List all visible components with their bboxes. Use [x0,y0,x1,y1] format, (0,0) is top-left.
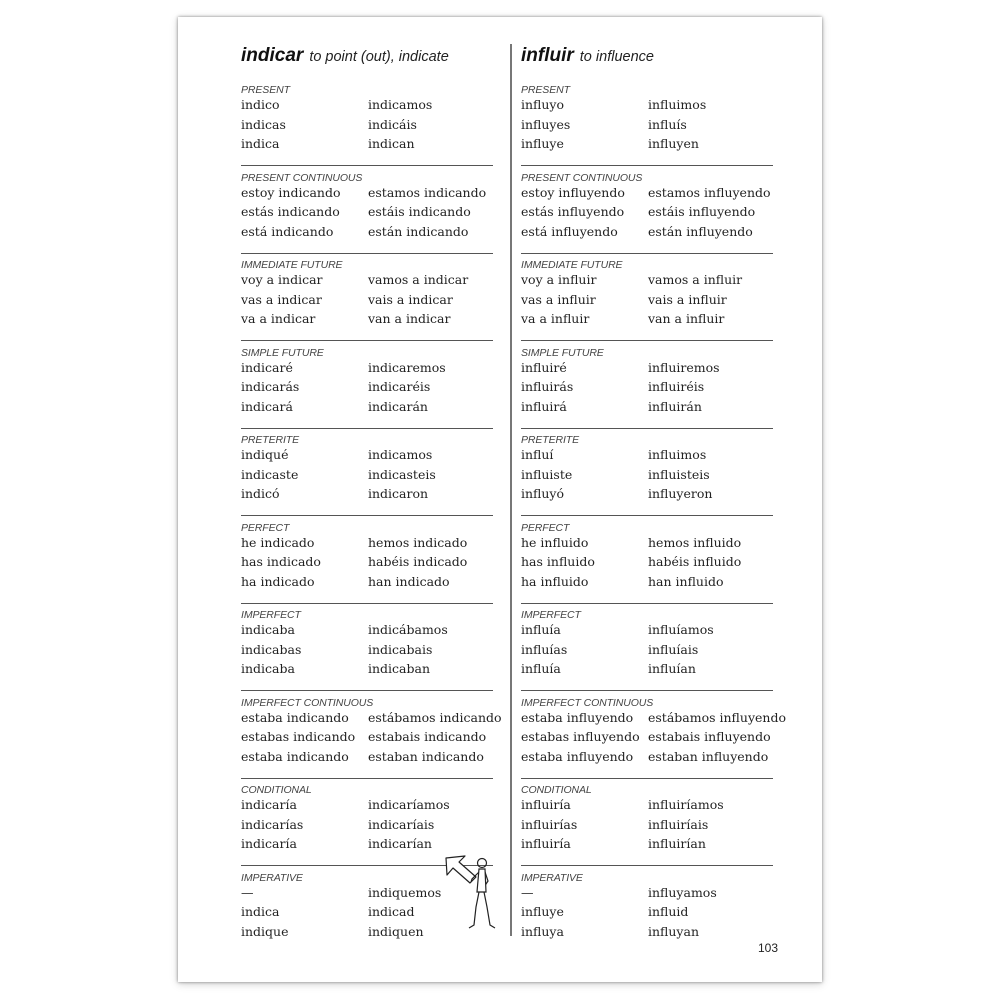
conjugation-row [521,486,773,506]
tense-section [241,604,493,691]
conjugation-row [521,535,773,555]
singular-form: va a influir [521,311,590,326]
tense-section [241,517,493,604]
conjugation-row [521,272,773,292]
singular-form: influyes [521,116,571,132]
plural-form: indicad [368,904,415,919]
singular-form: indicaría [241,836,297,851]
singular-form: influí [521,447,554,462]
conjugation-row [521,729,773,749]
conjugation-row [521,447,773,467]
conjugation-forms [241,185,493,244]
plural-form: indicáis [368,116,417,132]
tense-name: PRETERITE [521,434,580,446]
singular-form: estabas indicando [241,729,356,744]
singular-form: voy a indicar [241,272,323,287]
plural-form: indicábamos [368,622,448,637]
plural-form: vamos a influir [648,272,743,287]
conjugation-row [241,185,493,205]
plural-form: influimos [648,97,707,112]
plural-form: indicaban [368,661,431,676]
singular-form: — [241,884,254,900]
verb-header [241,45,493,79]
conjugation-forms [521,447,773,506]
tense-section [241,167,493,254]
conjugation-row [521,311,773,331]
tense-name: IMPERATIVE [241,871,303,884]
tense-section [521,867,773,953]
conjugation-row [521,797,773,817]
tense-section [241,429,493,516]
conjugation-forms [521,185,773,244]
singular-form: influías [521,641,568,657]
singular-form: influiría [521,836,571,851]
plural-form: indicaron [368,486,429,501]
page-number: 103 [757,941,778,955]
singular-form: influyo [521,97,565,112]
conjugation-row [241,535,493,555]
conjugation-forms [241,360,493,419]
plural-form: estáis influyendo [648,204,756,219]
conjugation-row [521,904,773,924]
tense-section [521,517,773,604]
plural-form: influid [648,904,689,919]
singular-form: indiqué [241,447,289,462]
verb-column-influir [521,45,786,953]
singular-form: he influido [521,534,589,550]
conjugation-row [521,622,773,642]
conjugation-row [241,622,493,642]
tense-name: PRESENT [241,84,290,96]
plural-form: influyan [648,923,700,939]
plural-form: estábamos indicando [368,709,502,725]
conjugation-row [241,136,493,156]
verb-meaning: to influence [579,49,654,65]
plural-form: indicaríamos [368,797,450,812]
plural-form: indican [368,136,415,151]
singular-form: indicaba [241,661,295,676]
plural-form: influyamos [648,884,717,900]
conjugation-row [521,97,773,117]
tense-section [521,429,773,516]
singular-form: indica [241,904,280,919]
singular-form: estoy indicando [241,184,341,200]
plural-form: han influido [648,573,724,589]
plural-form: estaban indicando [368,748,484,764]
plural-form: indicarían [368,836,432,851]
plural-form: influíais [648,641,699,657]
conjugation-row [241,292,493,312]
book-page [178,17,822,982]
conjugation-row [241,709,502,730]
singular-form: influye [521,904,564,919]
plural-form: estáis indicando [368,204,471,219]
singular-form: indicará [241,398,293,414]
conjugation-row [521,292,773,312]
tense-name: PRESENT CONTINUOUS [241,171,363,184]
column-divider [510,44,512,936]
pointing-stick-figure-icon [442,855,504,939]
tense-name: IMMEDIATE FUTURE [521,259,623,271]
plural-form: estábamos influyendo [648,709,786,725]
plural-form: han indicado [368,573,450,589]
conjugation-forms [521,622,773,681]
singular-form: estaba influyendo [521,748,634,764]
tense-name: IMPERFECT CONTINUOUS [521,696,654,709]
plural-form: influisteis [648,466,710,482]
conjugation-forms [521,797,773,856]
verb-infinitive: indicar [241,45,304,66]
conjugation-row [241,661,493,681]
plural-form: hemos influido [648,534,742,550]
tense-name: PERFECT [241,521,290,534]
conjugation-row [241,272,493,292]
plural-form: influíamos [648,622,714,637]
tense-section [521,692,786,779]
singular-form: indicaría [241,797,297,812]
conjugation-forms [241,622,493,681]
tense-section [241,692,502,779]
plural-form: vais a influir [648,291,727,307]
singular-form: influirías [521,816,578,832]
singular-form: ha influido [521,573,589,589]
tense-name: IMMEDIATE FUTURE [241,259,343,271]
tense-name: CONDITIONAL [241,784,312,796]
plural-form: indiquemos [368,884,442,900]
conjugation-forms [521,97,773,156]
singular-form: estaba indicando [241,709,349,725]
singular-form: ha indicado [241,573,315,589]
conjugation-forms [241,709,502,769]
tense-section [521,604,773,691]
plural-form: habéis influido [648,554,742,569]
plural-form: vamos a indicar [368,272,469,287]
singular-form: estaba indicando [241,748,349,764]
conjugation-row [521,749,773,769]
conjugation-row [521,642,773,662]
singular-form: indique [241,923,289,939]
conjugation-row [521,117,773,137]
singular-form: indicarías [241,816,304,832]
verb-header [521,45,773,79]
plural-form: estabais indicando [368,729,487,744]
conjugation-row [241,574,493,594]
conjugation-row [241,447,493,467]
plural-form: influiremos [648,359,720,375]
conjugation-row [521,836,773,856]
plural-form: vais a indicar [368,291,453,307]
conjugation-row [521,554,773,574]
singular-form: vas a indicar [241,291,322,307]
plural-form: estamos influyendo [648,184,771,200]
conjugation-row [521,817,773,837]
plural-form: habéis indicado [368,554,468,569]
tense-name: PRESENT [521,84,570,96]
plural-form: están indicando [368,223,469,239]
conjugation-row [521,136,773,156]
plural-form: influís [648,116,687,132]
conjugation-row [241,311,493,331]
tense-name: SIMPLE FUTURE [241,346,324,359]
singular-form: está indicando [241,223,334,239]
conjugation-row [241,97,493,117]
singular-form: influirá [521,398,567,414]
singular-form: influyó [521,486,565,501]
singular-form: estoy influyendo [521,184,625,200]
singular-form: estaba influyendo [521,709,634,725]
conjugation-forms [241,797,493,856]
singular-form: estabas influyendo [521,729,640,744]
plural-form: indicarán [368,398,428,414]
singular-form: estás indicando [241,204,340,219]
verb-column-indicar [241,45,502,953]
conjugation-forms [521,272,773,331]
tense-name: SIMPLE FUTURE [521,346,604,359]
conjugation-row [521,709,786,730]
tense-name: PRETERITE [241,434,300,446]
conjugation-forms [521,709,786,769]
singular-form: influiste [521,466,573,482]
conjugation-row [241,379,493,399]
conjugation-row [521,360,773,380]
conjugation-row [241,224,493,244]
singular-form: indicó [241,486,280,501]
singular-form: estás influyendo [521,204,625,219]
conjugation-row [521,224,773,244]
plural-form: estabais influyendo [648,729,771,744]
singular-form: indica [241,136,280,151]
plural-form: indicasteis [368,466,436,482]
tense-section [521,167,773,254]
conjugation-forms [521,535,773,594]
tense-section [521,779,773,866]
tense-section [521,254,773,341]
conjugation-row [241,486,493,506]
conjugation-row [241,729,493,749]
singular-form: va a indicar [241,311,316,326]
singular-form: has influido [521,554,595,569]
singular-form: influye [521,136,564,151]
tense-name: IMPERFECT [241,609,301,621]
plural-form: indicaréis [368,379,431,394]
plural-form: influyen [648,136,699,151]
singular-form: indicarás [241,379,300,394]
singular-form: indicaste [241,466,299,482]
conjugation-row [241,204,493,224]
singular-form: influya [521,923,564,939]
singular-form: indicas [241,116,286,132]
conjugation-row [241,642,493,662]
plural-form: indicamos [368,97,433,112]
conjugation-row [241,554,493,574]
singular-form: indicaba [241,622,295,637]
tense-name: IMPERFECT CONTINUOUS [241,696,374,709]
plural-form: indicaríais [368,816,435,832]
conjugation-forms [241,447,493,506]
conjugation-row [241,117,493,137]
plural-form: influiríais [648,816,709,832]
verb-infinitive: influir [521,45,574,66]
plural-form: influimos [648,447,707,462]
conjugation-row [521,924,773,944]
conjugation-forms [241,97,493,156]
conjugation-row [241,749,493,769]
verb-meaning: to point (out), indicate [309,49,449,65]
plural-form: indicaremos [368,359,446,375]
conjugation-row [521,661,773,681]
conjugation-forms [241,535,493,594]
conjugation-row [521,467,773,487]
singular-form: influía [521,661,561,676]
conjugation-row [521,885,773,905]
conjugation-row [241,399,493,419]
singular-form: está influyendo [521,223,618,239]
singular-form: indico [241,97,280,112]
plural-form: indicabais [368,641,433,657]
conjugation-row [241,836,493,856]
tense-section [241,779,493,866]
plural-form: están influyendo [648,223,753,239]
conjugation-row [241,360,493,380]
tense-name: IMPERATIVE [521,871,583,884]
plural-form: influirán [648,398,702,414]
singular-form: influiré [521,359,567,375]
plural-form: estaban influyendo [648,748,769,764]
plural-form: influiréis [648,379,705,394]
conjugation-row [241,817,493,837]
conjugation-forms [521,360,773,419]
singular-form: indicabas [241,641,302,657]
tense-section [521,342,773,429]
singular-form: indicaré [241,359,293,375]
plural-form: influían [648,661,696,676]
singular-form: vas a influir [521,291,596,307]
singular-form: influiría [521,797,571,812]
conjugation-row [241,467,493,487]
tense-section [241,254,493,341]
plural-form: indicamos [368,447,433,462]
plural-form: hemos indicado [368,534,468,550]
tense-name: PRESENT CONTINUOUS [521,171,643,184]
conjugation-forms [521,885,773,944]
conjugation-row [521,574,773,594]
tense-section [521,79,773,166]
tense-name: IMPERFECT [521,609,581,621]
conjugation-row [521,399,773,419]
singular-form: influirás [521,379,574,394]
plural-form: influiríamos [648,797,724,812]
conjugation-forms [241,272,493,331]
singular-form: he indicado [241,534,315,550]
singular-form: has indicado [241,554,321,569]
tense-name: CONDITIONAL [521,784,592,796]
conjugation-row [241,797,493,817]
singular-form: voy a influir [521,272,597,287]
plural-form: indiquen [368,923,424,939]
plural-form: van a influir [648,311,725,326]
tense-name: PERFECT [521,521,570,534]
plural-form: influirían [648,836,706,851]
conjugation-row [521,379,773,399]
plural-form: estamos indicando [368,184,487,200]
tense-section [241,79,493,166]
conjugation-row [521,185,773,205]
singular-form: — [521,884,534,900]
singular-form: influía [521,622,561,637]
plural-form: van a indicar [368,311,451,326]
conjugation-row [521,204,773,224]
tense-section [241,342,493,429]
plural-form: influyeron [648,486,713,501]
